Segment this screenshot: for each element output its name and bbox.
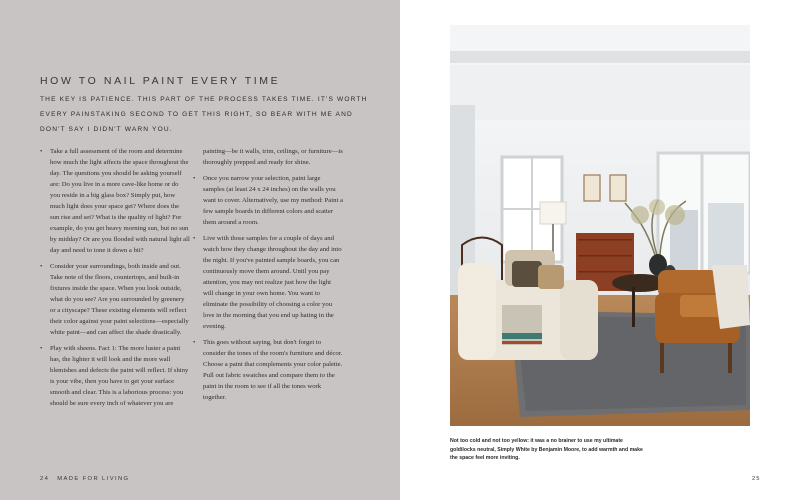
photo-caption: Not too cold and not too yellow: it was a no brainer to use my ultimate goldilocks neutral, Simply White by Benjamin Moore, to add warmth and make the space feel more inviting. [450,438,643,462]
running-title: MADE FOR LIVING [57,476,130,482]
living-room-photo [450,25,750,426]
bullet-item: • Play with sheens. Fact 1: The more luster a paint has, the lighter it will look and the more wall blemishes and defects the paint will reflect. If shiny is your vibe, then you have to get your surface smooth and clear. This is a laborious process: you should be sure every inch of whatever you are [40,343,190,409]
intro-paragraph: THE KEY IS PATIENCE. THIS PART OF THE PROCESS TAKES TIME. IT'S WORTH EVERY PAINSTAKING SECOND TO GET THIS RIGHT, SO BEAR WITH ME AND DON'T SAY I DIDN'T WARN YOU. [40,96,368,133]
page-number: 24 [40,476,50,482]
right-page-number: 25 [752,476,761,482]
bullet-item: • Take a full assessment of the room and determine how much the light affects the space throughout the day. The questions you should be asking yourself are: Do you live in a more cave-like home or do you reside in a big glass box? Simply put, how much light does your space get? Where does the sun rise and set? What is the quality of light? For example, do you get heavy morning sun, but no sun by midday? Or are you flooded with natural light all day and need to tone it down a bit? [40,146,190,256]
bullet-item: • This goes without saying, but don't forget to consider the tones of the room's furniture and décor. Choose a paint that complements your color palette. Pull out fabric swatches and compare them to the paint in the room to see if all the tones work together. [193,337,343,403]
bullet-item: • Consider your surroundings, both inside and out. Take note of the floors, countertops, and built-in fixtures inside the space. When you look outside, what do you see? Are you surrounded by greenery or a cityscape? These existing elements will reflect their color against your paint selections—especially white paint—and can affect the shade drastically. [40,261,190,338]
text-column-1 [40,146,190,414]
section-heading: HOW TO NAIL PAINT EVERY TIME [40,75,281,87]
left-folio [40,476,129,482]
bullet-item: • Once you narrow your selection, paint large samples (at least 24 x 24 inches) on the walls you want to cover. Alternatively, use my method: Paint a few sample boards in different colors and scatter them around a room. [193,173,343,228]
bullet-item: • Live with those samples for a couple of days and watch how they change throughout the day and into the night. If you've painted sample boards, you can continuously move them around. Until you pay attention, you may not realize just how the light will change in your own home. You want to eliminate the possibility of choosing a color you love in the morning that you end up hating in the evening. [193,233,343,332]
continued-text: painting—be it walls, trim, ceilings, or furniture—is thoroughly prepped and ready for shine. [203,148,343,166]
text-column-2 [193,146,343,408]
